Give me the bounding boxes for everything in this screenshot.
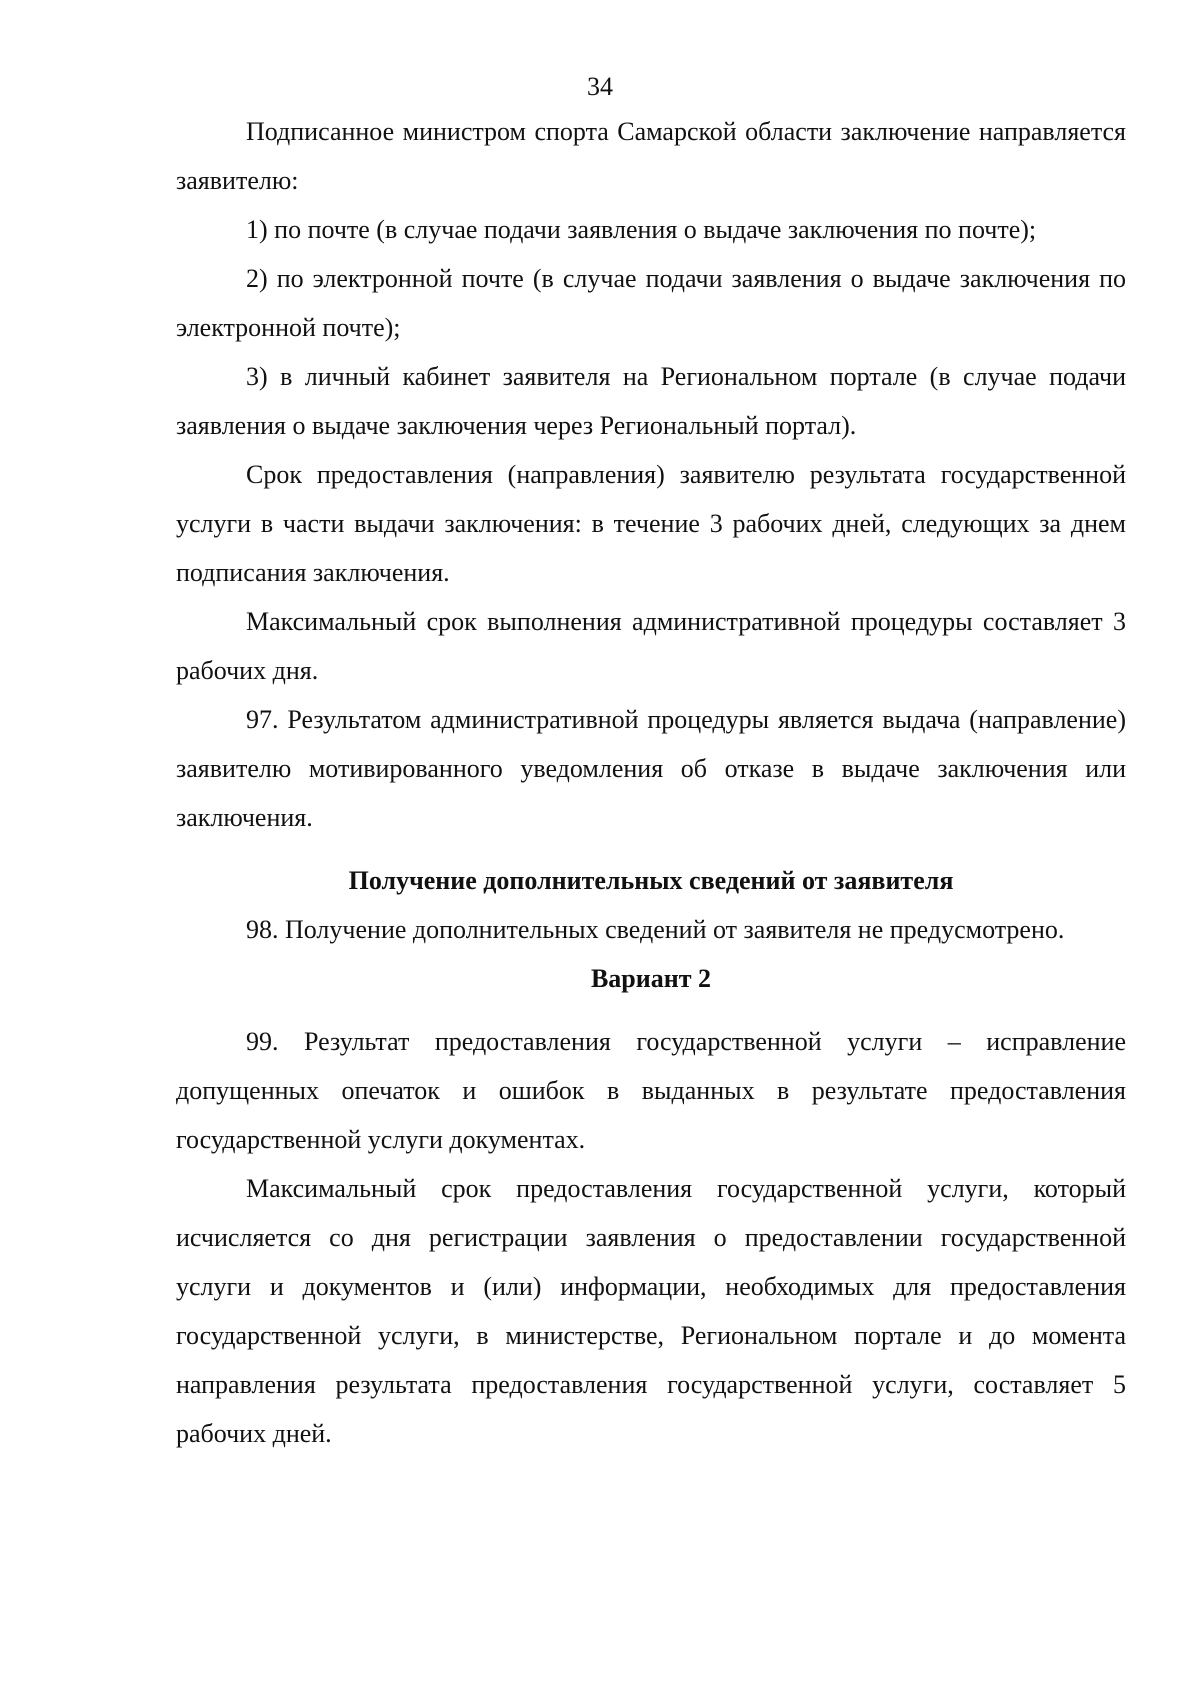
document-body [176,107,1126,1458]
paragraph-personal-cabinet: 3) в личный кабинет заявителя на Региональном портале (в случае подачи заявления о выдаче заключения через Региональный портал). [176,362,1126,440]
paragraph-max-term: Максимальный срок выполнения административной процедуры составляет 3 рабочих дня. [176,607,1126,685]
page-number: 34 [587,72,613,101]
paragraph-99: 99. Результат предоставления государственной услуги – исправление допущенных опечаток и ошибок в выданных в результате предоставления государственной услуги документах. [176,1027,1126,1154]
paragraph-max-service-term: Максимальный срок предоставления государственной услуги, который исчисляется со дня регистрации заявления о предоставлении государственной услуги и документов и (или) информации, необходимых для предоставления государственной услуги, в министерстве, Региональном портале и до момента направления результата предоставления государственной услуги, составляет 5 рабочих дней. [176,1174,1126,1448]
paragraph-delivery-term: Срок предоставления (направления) заявителю результата государственной услуги в части выдачи заключения: в течение 3 рабочих дней, следующих за днем подписания заключения. [176,460,1126,587]
section-heading-variant-2: Вариант 2 [590,964,712,993]
paragraph-97: 97. Результатом административной процедуры является выдача (направление) заявителю мотивированного уведомления об отказе в выдаче заключения или заключения. [176,705,1126,832]
paragraph-98: 98. Получение дополнительных сведений от заявителя не предусмотрено. [246,915,1065,944]
spacer [176,1003,1126,1017]
paragraph-conclusion-sent: Подписанное министром спорта Самарской области заключение направляется заявителю: [176,117,1126,195]
paragraph-by-mail: 1) по почте (в случае подачи заявления о выдаче заключения по почте); [246,215,1037,244]
section-heading-additional-info: Получение дополнительных сведений от заявителя [348,866,954,895]
paragraph-by-email: 2) по электронной почте (в случае подачи заявления о выдаче заключения по электронной почте); [176,264,1126,342]
spacer [176,842,1126,856]
